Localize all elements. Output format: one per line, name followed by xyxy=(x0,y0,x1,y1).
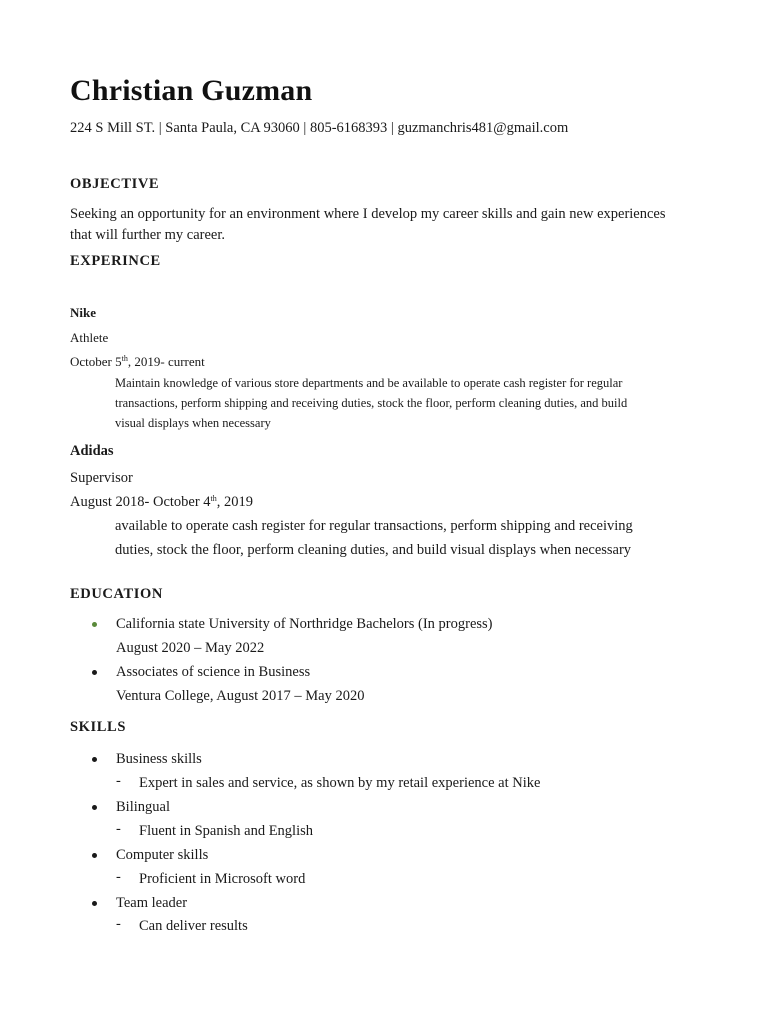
skill-title: Team leader xyxy=(116,895,188,911)
dash-marker: - xyxy=(116,869,121,885)
resume-name: Christian Guzman xyxy=(70,74,313,107)
experience-heading: EXPERINCE xyxy=(70,253,161,269)
bullet-icon xyxy=(92,757,97,762)
education-item-detail: August 2020 – May 2022 xyxy=(116,640,265,656)
bullet-icon xyxy=(92,622,97,627)
skill-title: Bilingual xyxy=(116,799,170,815)
job-dates: October 5th, 2019- current xyxy=(70,354,205,369)
bullet-icon xyxy=(92,805,97,810)
education-item-title: Associates of science in Business xyxy=(116,664,311,680)
job-description-line: available to operate cash register for regular transactions, perform shipping and receiving xyxy=(115,518,633,534)
bullet-icon xyxy=(92,670,97,675)
skill-detail: Expert in sales and service, as shown by my retail experience at Nike xyxy=(139,775,541,791)
job-description-line: transactions, perform shipping and receiving duties, stock the floor, perform cleaning duties, and build xyxy=(115,396,628,410)
education-heading: EDUCATION xyxy=(70,586,163,602)
dash-marker: - xyxy=(116,821,121,837)
contact-info: 224 S Mill ST. | Santa Paula, CA 93060 | 805-6168393 | guzmanchris481@gmail.com xyxy=(70,120,569,136)
job-description-line: duties, stock the floor, perform cleaning duties, and build visual displays when necessary xyxy=(115,542,632,558)
skill-detail: Can deliver results xyxy=(139,918,248,934)
job-dates: August 2018- October 4th, 2019 xyxy=(70,494,254,510)
job-title: Athlete xyxy=(70,330,109,345)
job-company: Adidas xyxy=(70,443,114,459)
dash-marker: - xyxy=(116,916,121,932)
job-description-line: Maintain knowledge of various store departments and be available to operate cash register for regular xyxy=(115,376,623,390)
skill-title: Computer skills xyxy=(116,847,209,863)
job-company: Nike xyxy=(70,305,96,320)
education-item-detail: Ventura College, August 2017 – May 2020 xyxy=(116,688,365,704)
skill-detail: Fluent in Spanish and English xyxy=(139,823,313,839)
education-item-title: California state University of Northridge Bachelors (In progress) xyxy=(116,616,493,632)
job-description-line: visual displays when necessary xyxy=(115,416,271,430)
objective-line-1: Seeking an opportunity for an environment where I develop my career skills and gain new experiences xyxy=(70,206,666,222)
skills-heading: SKILLS xyxy=(70,719,126,735)
job-title: Supervisor xyxy=(70,470,133,486)
objective-heading: OBJECTIVE xyxy=(70,176,160,192)
bullet-icon xyxy=(92,901,97,906)
bullet-icon xyxy=(92,853,97,858)
skill-title: Business skills xyxy=(116,751,202,767)
dash-marker: - xyxy=(116,773,121,789)
objective-line-2: that will further my career. xyxy=(70,227,226,243)
skill-detail: Proficient in Microsoft word xyxy=(139,871,306,887)
